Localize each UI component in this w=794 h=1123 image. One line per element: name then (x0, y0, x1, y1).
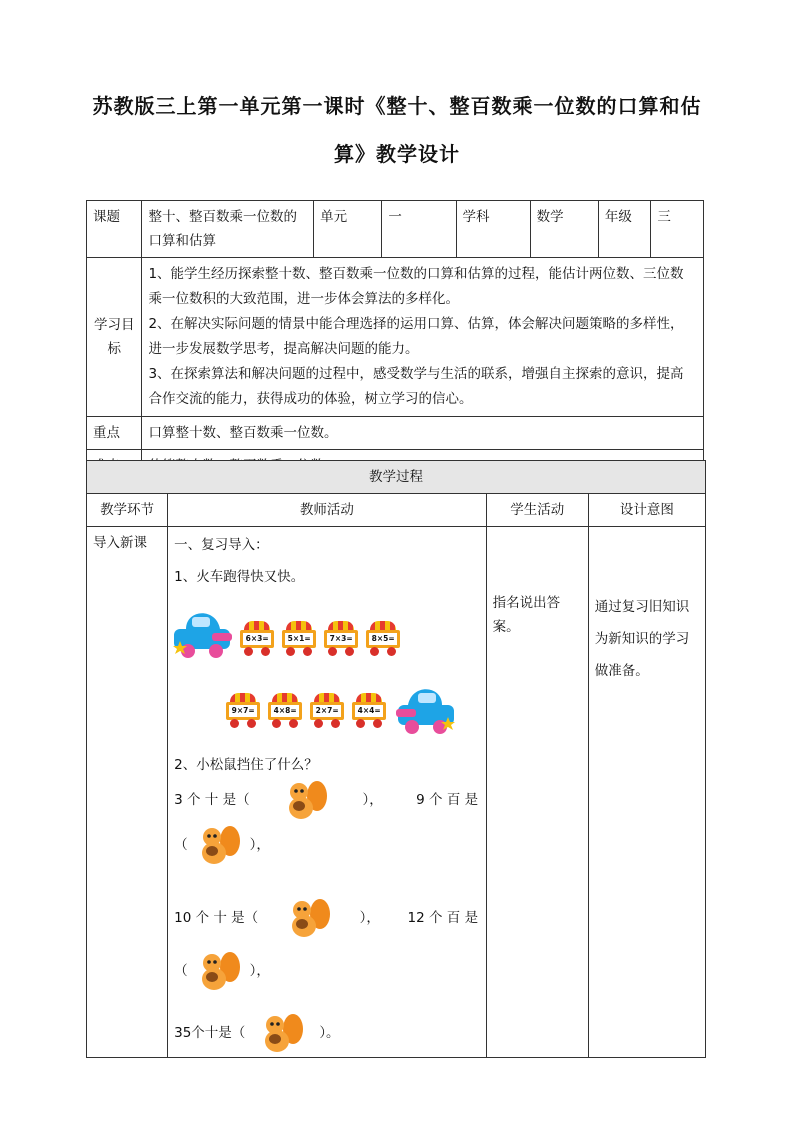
goal-1: 1、能学生经历探索整十数、整百数乘一位数的口算和估算的过程，能估计两位数、三位数乘一位数积的大致范围，进一步体会算法的多样化。 (148, 266, 684, 307)
car-label: 8×5= (369, 633, 397, 645)
subject-label: 学科 (456, 201, 530, 258)
squirrel-icon (259, 1011, 305, 1055)
question-2: 2、小松鼠挡住了什么？ (174, 757, 318, 773)
unit-value: 一 (382, 201, 456, 258)
car-label: 9×7= (229, 705, 257, 717)
train-car (226, 693, 260, 729)
blank-suffix: ）， (359, 910, 380, 926)
squirrel-icon (196, 949, 242, 993)
train-car (310, 693, 344, 729)
key-label: 重点 (87, 417, 142, 450)
section-title: 一、复习导入： (174, 537, 269, 553)
intent-cell: 通过复习旧知识为新知识的学习做准备。 (588, 527, 705, 1058)
squirrel-row-1 (174, 775, 478, 825)
unit-label: 单元 (314, 201, 382, 258)
blank-prefix: 12 个 百 是 (407, 910, 479, 926)
col-intent: 设计意图 (588, 494, 705, 527)
squirrel-icon (196, 823, 242, 867)
goals-cell (142, 258, 704, 417)
squirrel-row-5 (174, 1011, 339, 1055)
paren-open: （ (174, 963, 188, 979)
goals-label: 学习目标 (87, 258, 142, 417)
engine-icon (172, 605, 236, 661)
train-top (172, 605, 472, 669)
topic-label: 课题 (87, 201, 142, 258)
goal-2: 2、在解决实际问题的情景中能合理选择的运用口算、估算，体会解决问题策略的多样性，进一步发展数学思考，提高解决问题的能力。 (148, 316, 684, 357)
train-car (352, 693, 386, 729)
question-1: 1、火车跑得快又快。 (174, 569, 305, 585)
student-cell: 指名说出答案。 (486, 527, 588, 1058)
car-label: 4×8= (271, 705, 299, 717)
process-table (86, 460, 706, 1058)
squirrel-row-2 (174, 823, 270, 867)
blank-suffix: ）， (362, 792, 383, 808)
col-teacher: 教师活动 (168, 494, 487, 527)
car-label: 4×4= (355, 705, 383, 717)
train-car (268, 693, 302, 729)
paren-open: （ (174, 837, 188, 853)
squirrel-icon (283, 778, 329, 822)
process-header: 教学过程 (87, 461, 706, 494)
train-car (366, 621, 400, 657)
train-bottom (226, 677, 476, 743)
squirrel-icon (286, 896, 332, 940)
teacher-cell (168, 527, 487, 1058)
page-title: 苏教版三上第一单元第一课时《整十、整百数乘一位数的口算和估算》教学设计 (92, 94, 702, 166)
blank-suffix: ）， (249, 837, 270, 853)
squirrel-row-4 (174, 949, 270, 993)
blank-prefix: 3 个 十 是（ (174, 792, 250, 808)
grade-value: 三 (651, 201, 704, 258)
train-car (282, 621, 316, 657)
grade-label: 年级 (598, 201, 651, 258)
stage-cell: 导入新课 (87, 527, 168, 1058)
blank-suffix: ）。 (319, 1025, 340, 1041)
train-car (324, 621, 358, 657)
info-table (86, 200, 704, 483)
subject-value: 数学 (530, 201, 598, 258)
blank-prefix: 35个十是（ (174, 1025, 246, 1041)
car-label: 5×1= (285, 633, 313, 645)
car-label: 6×3= (243, 633, 271, 645)
topic-value: 整十、整百数乘一位数的口算和估算 (142, 201, 314, 258)
squirrel-row-3 (174, 893, 478, 943)
col-stage: 教学环节 (87, 494, 168, 527)
car-label: 2×7= (313, 705, 341, 717)
key-value: 口算整十数、整百数乘一位数。 (142, 417, 704, 450)
blank-prefix: 9 个 百 是 (416, 792, 479, 808)
train-car (240, 621, 274, 657)
col-student: 学生活动 (486, 494, 588, 527)
blank-prefix: 10 个 十 是（ (174, 910, 259, 926)
car-label: 7×3= (327, 633, 355, 645)
engine-icon (392, 681, 456, 737)
goal-3: 3、在探索算法和解决问题的过程中，感受数学与生活的联系，增强自主探索的意识，提高合作交流的能力，获得成功的体验，树立学习的信心。 (148, 366, 684, 407)
blank-suffix: ）， (249, 963, 270, 979)
